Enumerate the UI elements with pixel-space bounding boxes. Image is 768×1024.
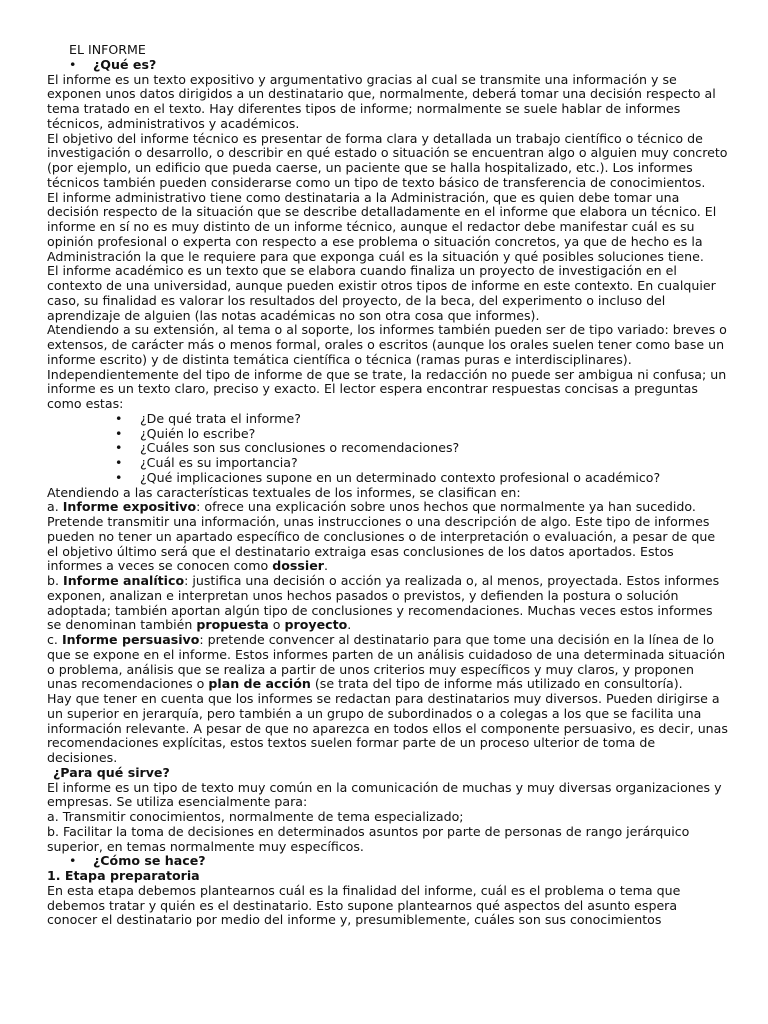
paragraph-technical: El objetivo del informe técnico es presentar de forma clara y detallada un trabajo científico o técnico de investigación o desarrollo, o describir en qué estado o situación se encuentran algo o alguien muy concreto (por ejemplo, un edificio que pueda caerse, un paciente que se halla hospitalizado, etc.). Los informes técnicos también pueden considerarse como un tipo de texto básico de transferencia de conocimientos. — [47, 130, 728, 190]
paragraph-recipients: Hay que tener en cuenta que los informes se redactan para destinatarios muy diversos. Pueden dirigirse a un superior en jerarquía, pero también a un grupo de subordinados o a colegas a los que se facilita una información relevante. A pesar de que no aparezca en todos ellos el componente persuasivo, es decir, unas recomendaciones explícitas, estos textos suelen formar parte de un proceso ulterior de toma de decisiones. — [47, 691, 728, 765]
section-list-que-es — [47, 58, 728, 73]
section-list-como — [47, 854, 728, 869]
list-item: • ¿Quién lo escribe? — [47, 427, 728, 442]
type-analytic: b. Informe analítico: justifica una decisión o acción ya realizada o, al menos, proyectada. Estos informes exponen, analizan e interpretan unos hechos pasados o previstos, y defienden la postura o solución adoptada; también aportan algún tipo de conclusiones y recomendaciones. Muchas veces estos informes se denominan también propuesta o proyecto. — [47, 573, 720, 633]
paragraph-preparatory: En esta etapa debemos plantearnos cuál es la finalidad del informe, cuál es el problema o tema que debemos tratar y quién es el destinatario. Esto supone plantearnos qué aspectos del asunto espera conocer el destinatario por medio del informe y, presumiblemente, cuáles son sus conocimientos — [47, 882, 681, 928]
paragraph-administrative: El informe administrativo tiene como destinataria a la Administración, que es quien debe tomar una decisión respecto de la situación que se describe detalladamente en el informe que elabora un técnico. El informe en sí no es muy distinto de un informe técnico, aunque el redactor debe manifestar cuál es su opinión profesional o experta con respecto a ese problema o situación concretos, ya que de hecho es la Administración la que le requiere para que exponga cuál es la situación y qué posibles soluciones tiene. — [47, 189, 717, 264]
paragraph-classification: Atendiendo a las características textuales de los informes, se clasifican en: — [47, 484, 521, 500]
list-item: • ¿De qué trata el informe? — [47, 412, 728, 427]
paragraph-extension: Atendiendo a su extensión, al tema o al soporte, los informes también pueden ser de tipo variado: breves o extensos, de carácter más o menos formal, orales o escritos (aunque los orales suelen tener como base un informe escrito) y de distinta temática científica o técnica (ramas puras e interdisciplinares). — [47, 322, 727, 367]
type-persuasive: c. Informe persuasivo: pretende convencer al destinatario para que tome una decisión en la línea de lo que se expone en el informe. Estos informes parten de un análisis cuidadoso de una determinada situación o problema, análisis que se realiza a partir de unos criterios muy específicos y muy claros, y proponen unas recomendaciones o plan de acción (se trata del tipo de informe más utilizado en consultoría). — [47, 632, 726, 692]
section-heading-como: • ¿Cómo se hace? — [47, 854, 728, 869]
list-item: • ¿Qué implicaciones supone en un determinado contexto profesional o académico? — [47, 471, 728, 486]
use-a: a. Transmitir conocimientos, normalmente de tema especializado; — [47, 809, 464, 824]
paragraph-intro: El informe es un texto expositivo y argumentativo gracias al cual se transmite una información y se exponen unos datos dirigidos a un destinatario que, normalmente, deberá tomar una decisión respecto al tema tratado en el texto. Hay diferentes tipos de informe; normalmente se suele hablar de informes técnicos, administrativos y académicos. — [47, 71, 716, 131]
questions-list — [47, 412, 728, 486]
list-item: • ¿Cuáles son sus conclusiones o recomendaciones? — [47, 441, 728, 456]
section-heading-que-es: • ¿Qué es? — [47, 58, 728, 73]
paragraph-uses: El informe es un tipo de texto muy común en la comunicación de muchas y muy diversas organizaciones y empresas. Se utiliza esencialmente para: — [47, 779, 722, 810]
type-expositive: a. Informe expositivo: ofrece una explicación sobre unos hechos que normalmente ya han sucedido. Pretende transmitir una información, unas instrucciones o una descripción de algo. Este tipo de informes pueden no tener un apartado específico de conclusiones o de interpretación o evaluación, a pesar de que el objetivo último será que el destinatario extraiga esas conclusiones de los datos aportados. Estos informes a veces se conocen como dossier. — [47, 499, 716, 574]
paragraph-academic: El informe académico es un texto que se elabora cuando finaliza un proyecto de investigación en el contexto de una universidad, aunque pueden existir otros tipos de informe en este contexto. En cualquier caso, su finalidad es valorar los resultados del proyecto, de la beca, del experimento o incluso del aprendizaje de alguien (las notas académicas no son otra cosa que informes). — [47, 263, 716, 323]
document-title: EL INFORME — [69, 42, 146, 57]
paragraph-clarity: Independientemente del tipo de informe de que se trate, la redacción no puede ser ambigua ni confusa; un informe es un texto claro, preciso y exacto. El lector espera encontrar respuestas concisas a preguntas como estas: — [47, 366, 727, 411]
step-heading: 1. Etapa preparatoria — [47, 868, 200, 883]
use-b: b. Facilitar la toma de decisiones en determinados asuntos por parte de personas de rango jerárquico superior, en temas normalmente muy específicos. — [47, 823, 690, 854]
list-item: • ¿Cuál es su importancia? — [47, 456, 728, 471]
section-heading-para-que: ¿Para qué sirve? — [53, 764, 170, 780]
